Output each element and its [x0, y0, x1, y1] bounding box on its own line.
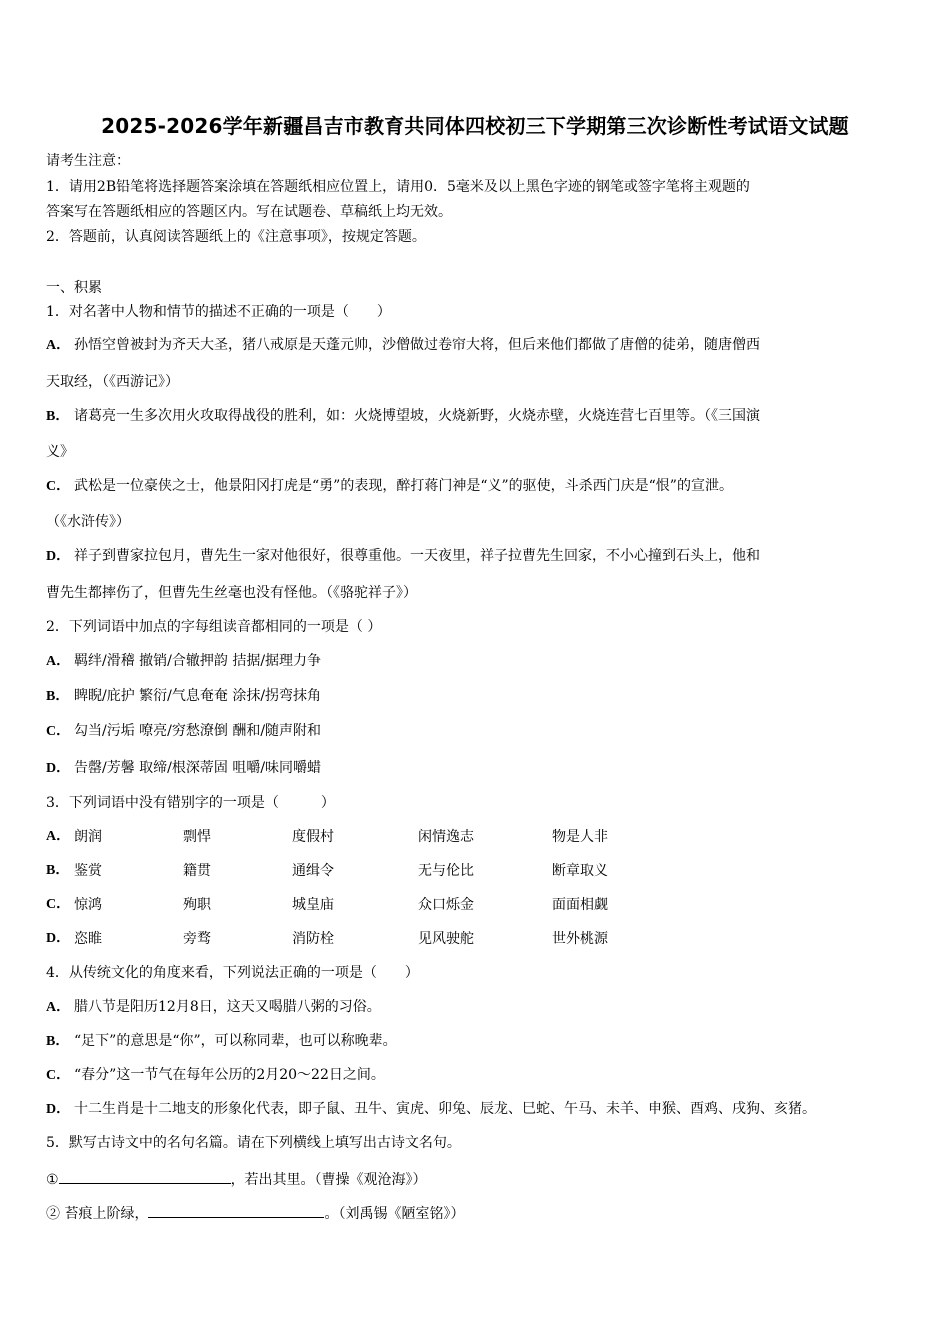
q2-option-a [46, 651, 321, 672]
q2-option-b-text: 睥睨/庇护 繁衍/气息奄奄 涂抹/拐弯抹角 [74, 688, 322, 704]
q3-word: 籍贯 [183, 863, 211, 879]
q5-line-1-number: ① [46, 1172, 59, 1188]
q5-line-2-before: ② 苔痕上阶绿， [46, 1206, 149, 1222]
q3-word: 恣睢 [74, 931, 102, 947]
notice-line-3: 2．答题前，认真阅读答题纸上的《注意事项》，按规定答题。 [46, 229, 426, 245]
notice-heading: 请考生注意： [46, 153, 130, 169]
q4-option-b-text: “足下”的意思是“你”，可以称同辈，也可以称晚辈。 [74, 1033, 397, 1049]
option-letter: D． [46, 1102, 71, 1117]
q4-option-c-text: “春分”这一节气在每年公历的2月20～22日之间。 [74, 1067, 385, 1083]
q4-option-a-text: 腊八节是阳历12月8日，这天又喝腊八粥的习俗。 [74, 999, 381, 1015]
q4-option-d [46, 1099, 816, 1120]
q5-line-1 [46, 1167, 427, 1190]
option-letter: C． [46, 479, 71, 494]
q1-option-b-cont: 义》 [46, 444, 74, 460]
q3-word: 旁骛 [183, 931, 211, 947]
q1-option-c-text: 武松是一位豪侠之士，他景阳冈打虎是“勇”的表现，醉打蒋门神是“义”的驱使，斗杀西门庆是“恨”的宣泄。 [74, 478, 733, 494]
q4-option-a [46, 997, 381, 1018]
q3-word: 物是人非 [552, 829, 608, 845]
q2-option-b [46, 686, 321, 707]
option-letter: B． [46, 409, 70, 424]
q3-word: 面面相觑 [552, 897, 608, 913]
q3-word: 断章取义 [552, 863, 608, 879]
q1-option-d-text: 祥子到曹家拉包月，曹先生一家对他很好，很尊重他。一天夜里，祥子拉曹先生回家，不小心撞到石头上，他和 [74, 548, 760, 564]
q1-option-b [46, 406, 760, 427]
q4-option-b [46, 1031, 397, 1052]
q3-word: 朗润 [74, 829, 102, 845]
q4-option-d-text: 十二生肖是十二地支的形象化代表，即子鼠、丑牛、寅虎、卯兔、辰龙、巳蛇、午马、未羊、申猴、酉鸡、戌狗、亥猪。 [74, 1101, 816, 1117]
option-letter: D． [46, 931, 71, 946]
q3-word: 无与伦比 [418, 863, 474, 879]
q3-stem: 3．下列词语中没有错别字的一项是（ ） [46, 795, 335, 811]
option-letter: C． [46, 724, 71, 739]
q2-option-c [46, 721, 321, 742]
option-letter: B． [46, 863, 70, 878]
q3-word: 世外桃源 [552, 931, 608, 947]
q2-option-d-text: 告罄/芳馨 取缔/根深蒂固 咀嚼/味同嚼蜡 [74, 760, 322, 776]
q3-word: 惊鸿 [74, 897, 102, 913]
q3-word: 度假村 [292, 829, 334, 845]
q3-word: 鉴赏 [74, 863, 102, 879]
q1-option-b-text: 诸葛亮一生多次用火攻取得战役的胜利，如：火烧博望坡，火烧新野，火烧赤壁，火烧连营七百里等。（《三国演 [74, 408, 760, 424]
option-letter: A． [46, 1000, 71, 1015]
q2-option-d [46, 758, 321, 779]
option-letter: A． [46, 829, 71, 844]
q4-stem: 4．从传统文化的角度来看，下列说法正确的一项是（ ） [46, 965, 419, 981]
q1-option-c [46, 476, 733, 497]
q3-word: 消防栓 [292, 931, 334, 947]
q1-stem: 1．对名著中人物和情节的描述不正确的一项是（ ） [46, 304, 391, 320]
section-heading: 一、积累 [46, 280, 102, 296]
q1-option-d [46, 546, 760, 567]
q1-option-c-cont: （《水浒传》） [46, 514, 130, 530]
q3-word: 闲情逸志 [418, 829, 474, 845]
q1-option-a-cont: 天取经，（《西游记》） [46, 374, 179, 390]
q1-option-a [46, 335, 760, 356]
answer-blank[interactable] [59, 1167, 231, 1184]
option-letter: B． [46, 689, 70, 704]
q5-line-2 [46, 1201, 464, 1224]
option-letter: D． [46, 549, 71, 564]
q3-word: 殉职 [183, 897, 211, 913]
option-letter: C． [46, 1068, 71, 1083]
notice-line-1: 1．请用2B铅笔将选择题答案涂填在答题纸相应位置上，请用0．5毫米及以上黑色字迹的钢笔或签字笔将主观题的 [46, 179, 750, 195]
answer-blank[interactable] [148, 1201, 324, 1218]
q1-option-d-cont: 曹先生都摔伤了，但曹先生丝毫也没有怪他。（《骆驼祥子》） [46, 585, 417, 601]
page-title: 2025-2026学年新疆昌吉市教育共同体四校初三下学期第三次诊断性考试语文试题 [101, 114, 849, 138]
q2-option-c-text: 勾当/污垢 嘹亮/穷愁潦倒 酬和/随声附和 [74, 723, 322, 739]
q3-word: 剽悍 [183, 829, 211, 845]
option-letter: D． [46, 761, 71, 776]
q4-option-c [46, 1065, 385, 1086]
q2-stem: 2．下列词语中加点的字每组读音都相同的一项是（ ） [46, 619, 382, 635]
notice-line-2: 答案写在答题纸相应的答题区内。写在试题卷、草稿纸上均无效。 [46, 204, 452, 220]
q3-word: 通缉令 [292, 863, 334, 879]
q5-stem: 5．默写古诗文中的名句名篇。请在下列横线上填写出古诗文名句。 [46, 1135, 461, 1151]
q1-option-a-text: 孙悟空曾被封为齐天大圣，猪八戒原是天蓬元帅，沙僧做过卷帘大将，但后来他们都做了唐僧的徒弟，随唐僧西 [74, 337, 760, 353]
q5-line-1-text: ，若出其里。（曹操《观沧海》） [230, 1172, 427, 1188]
option-letter: C． [46, 897, 71, 912]
q3-word: 见风驶舵 [418, 931, 474, 947]
q5-line-2-text: 。（刘禹锡《陋室铭》） [324, 1206, 465, 1222]
q2-option-a-text: 羁绊/滑稽 撤销/合辙押韵 拮据/据理力争 [74, 653, 322, 669]
option-letter: A． [46, 654, 71, 669]
option-letter: B． [46, 1034, 70, 1049]
q3-word: 众口烁金 [418, 897, 474, 913]
option-letter: A． [46, 338, 71, 353]
q3-word: 城皇庙 [292, 897, 334, 913]
